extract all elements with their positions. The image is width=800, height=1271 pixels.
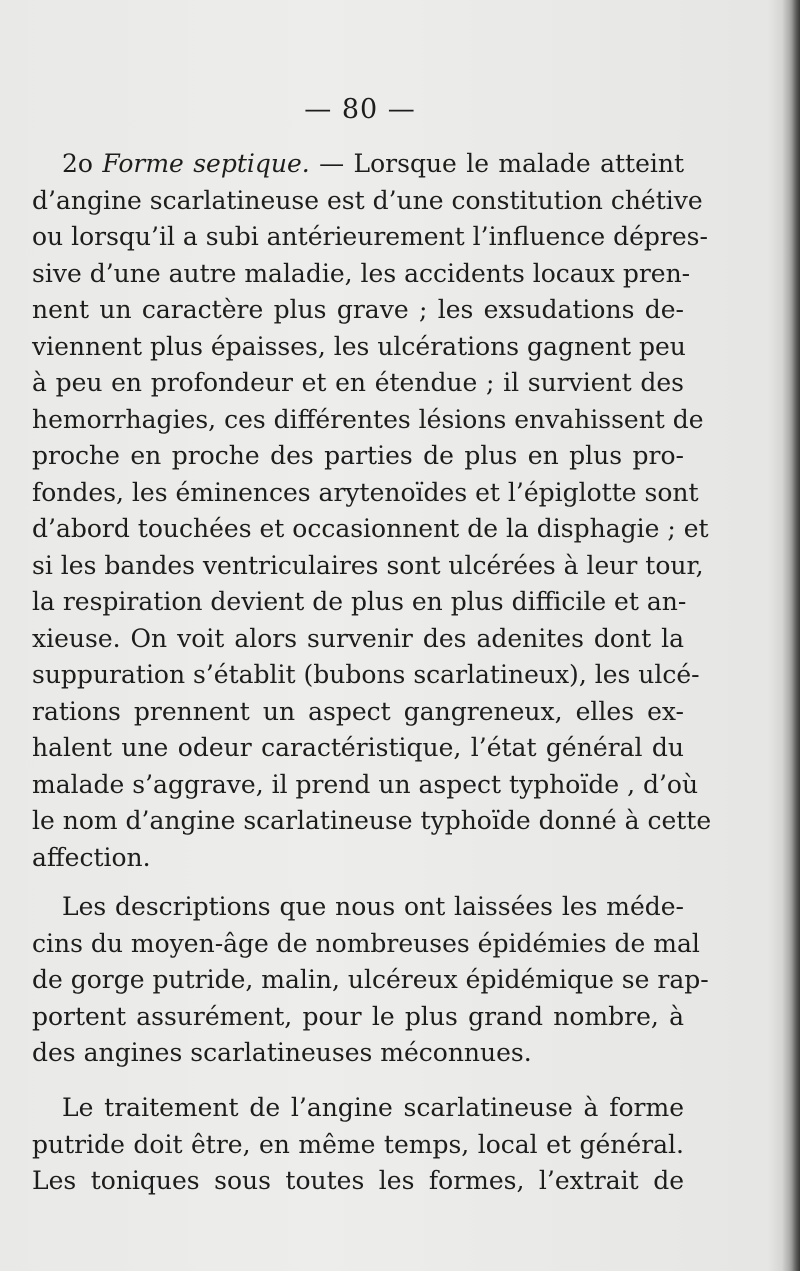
paragraph-descriptions bbox=[32, 889, 709, 1072]
text-line: portent assurément, pour le plus grand nombre, à bbox=[32, 1001, 684, 1031]
paragraph-traitement bbox=[32, 1090, 684, 1200]
text-line: fondes, les éminences arytenoïdes et l’épiglotte sont bbox=[32, 477, 699, 507]
text-line: des angines scarlatineuses méconnues. bbox=[32, 1038, 532, 1067]
text-line bbox=[32, 146, 684, 183]
text-line: Les descriptions que nous ont laissées les méde- bbox=[62, 892, 684, 921]
text-line: cins du moyen-âge de nombreuses épidémies de mal bbox=[32, 928, 700, 958]
text-line: ou lorsqu’il a subi antérieurement l’influence dépres- bbox=[32, 222, 708, 251]
text-line: à peu en profondeur et en étendue ; il survient des bbox=[32, 368, 684, 397]
text-line: le nom d’angine scarlatineuse typhoïde donné à cette bbox=[32, 806, 712, 835]
text-line: malade s’aggrave, il prend un aspect typhoïde , d’où bbox=[32, 769, 699, 799]
text-line: halent une odeur caractéristique, l’état général du bbox=[32, 733, 684, 762]
lead-number: 2o bbox=[62, 149, 93, 178]
text-line: viennent plus épaisses, les ulcérations gagnent peu bbox=[32, 331, 686, 361]
text-line: proche en proche des parties de plus en plus pro- bbox=[32, 441, 684, 470]
text-line: putride doit être, en même temps, local et général. bbox=[32, 1129, 684, 1159]
paragraph-forme-septique bbox=[32, 146, 712, 876]
text-line: Le traitement de l’angine scarlatineuse à forme bbox=[62, 1093, 684, 1122]
text-line: d’angine scarlatineuse est d’une constitution chétive bbox=[32, 185, 703, 215]
text-line: suppuration s’établit (bubons scarlatineux), les ulcé- bbox=[32, 660, 700, 689]
text-line: d’abord touchées et occasionnent de la disphagie ; et bbox=[32, 514, 709, 543]
text-line: affection. bbox=[32, 842, 151, 872]
text-line: nent un caractère plus grave ; les exsudations de- bbox=[32, 295, 684, 324]
text-line: hemorrhagies, ces différentes lésions envahissent de bbox=[32, 404, 704, 434]
text-line: Les toniques sous toutes les formes, l’extrait de bbox=[32, 1166, 684, 1195]
text-line: si les bandes ventriculaires sont ulcérées à leur tour, bbox=[32, 550, 704, 580]
section-title: Forme septique. bbox=[102, 149, 310, 178]
text-line: rations prennent un aspect gangreneux, elles ex- bbox=[32, 696, 684, 726]
text-line: sive d’une autre maladie, les accidents locaux pren- bbox=[32, 258, 691, 288]
page-number: — 80 — bbox=[304, 94, 416, 125]
line-text: — Lorsque le malade atteint bbox=[319, 149, 685, 178]
text-line: de gorge putride, malin, ulcéreux épidémique se rap- bbox=[32, 965, 709, 994]
text-line: la respiration devient de plus en plus difficile et an- bbox=[32, 587, 687, 616]
text-line: xieuse. On voit alors survenir des adenites dont la bbox=[32, 623, 684, 653]
page-edge-shadow bbox=[782, 0, 800, 1271]
